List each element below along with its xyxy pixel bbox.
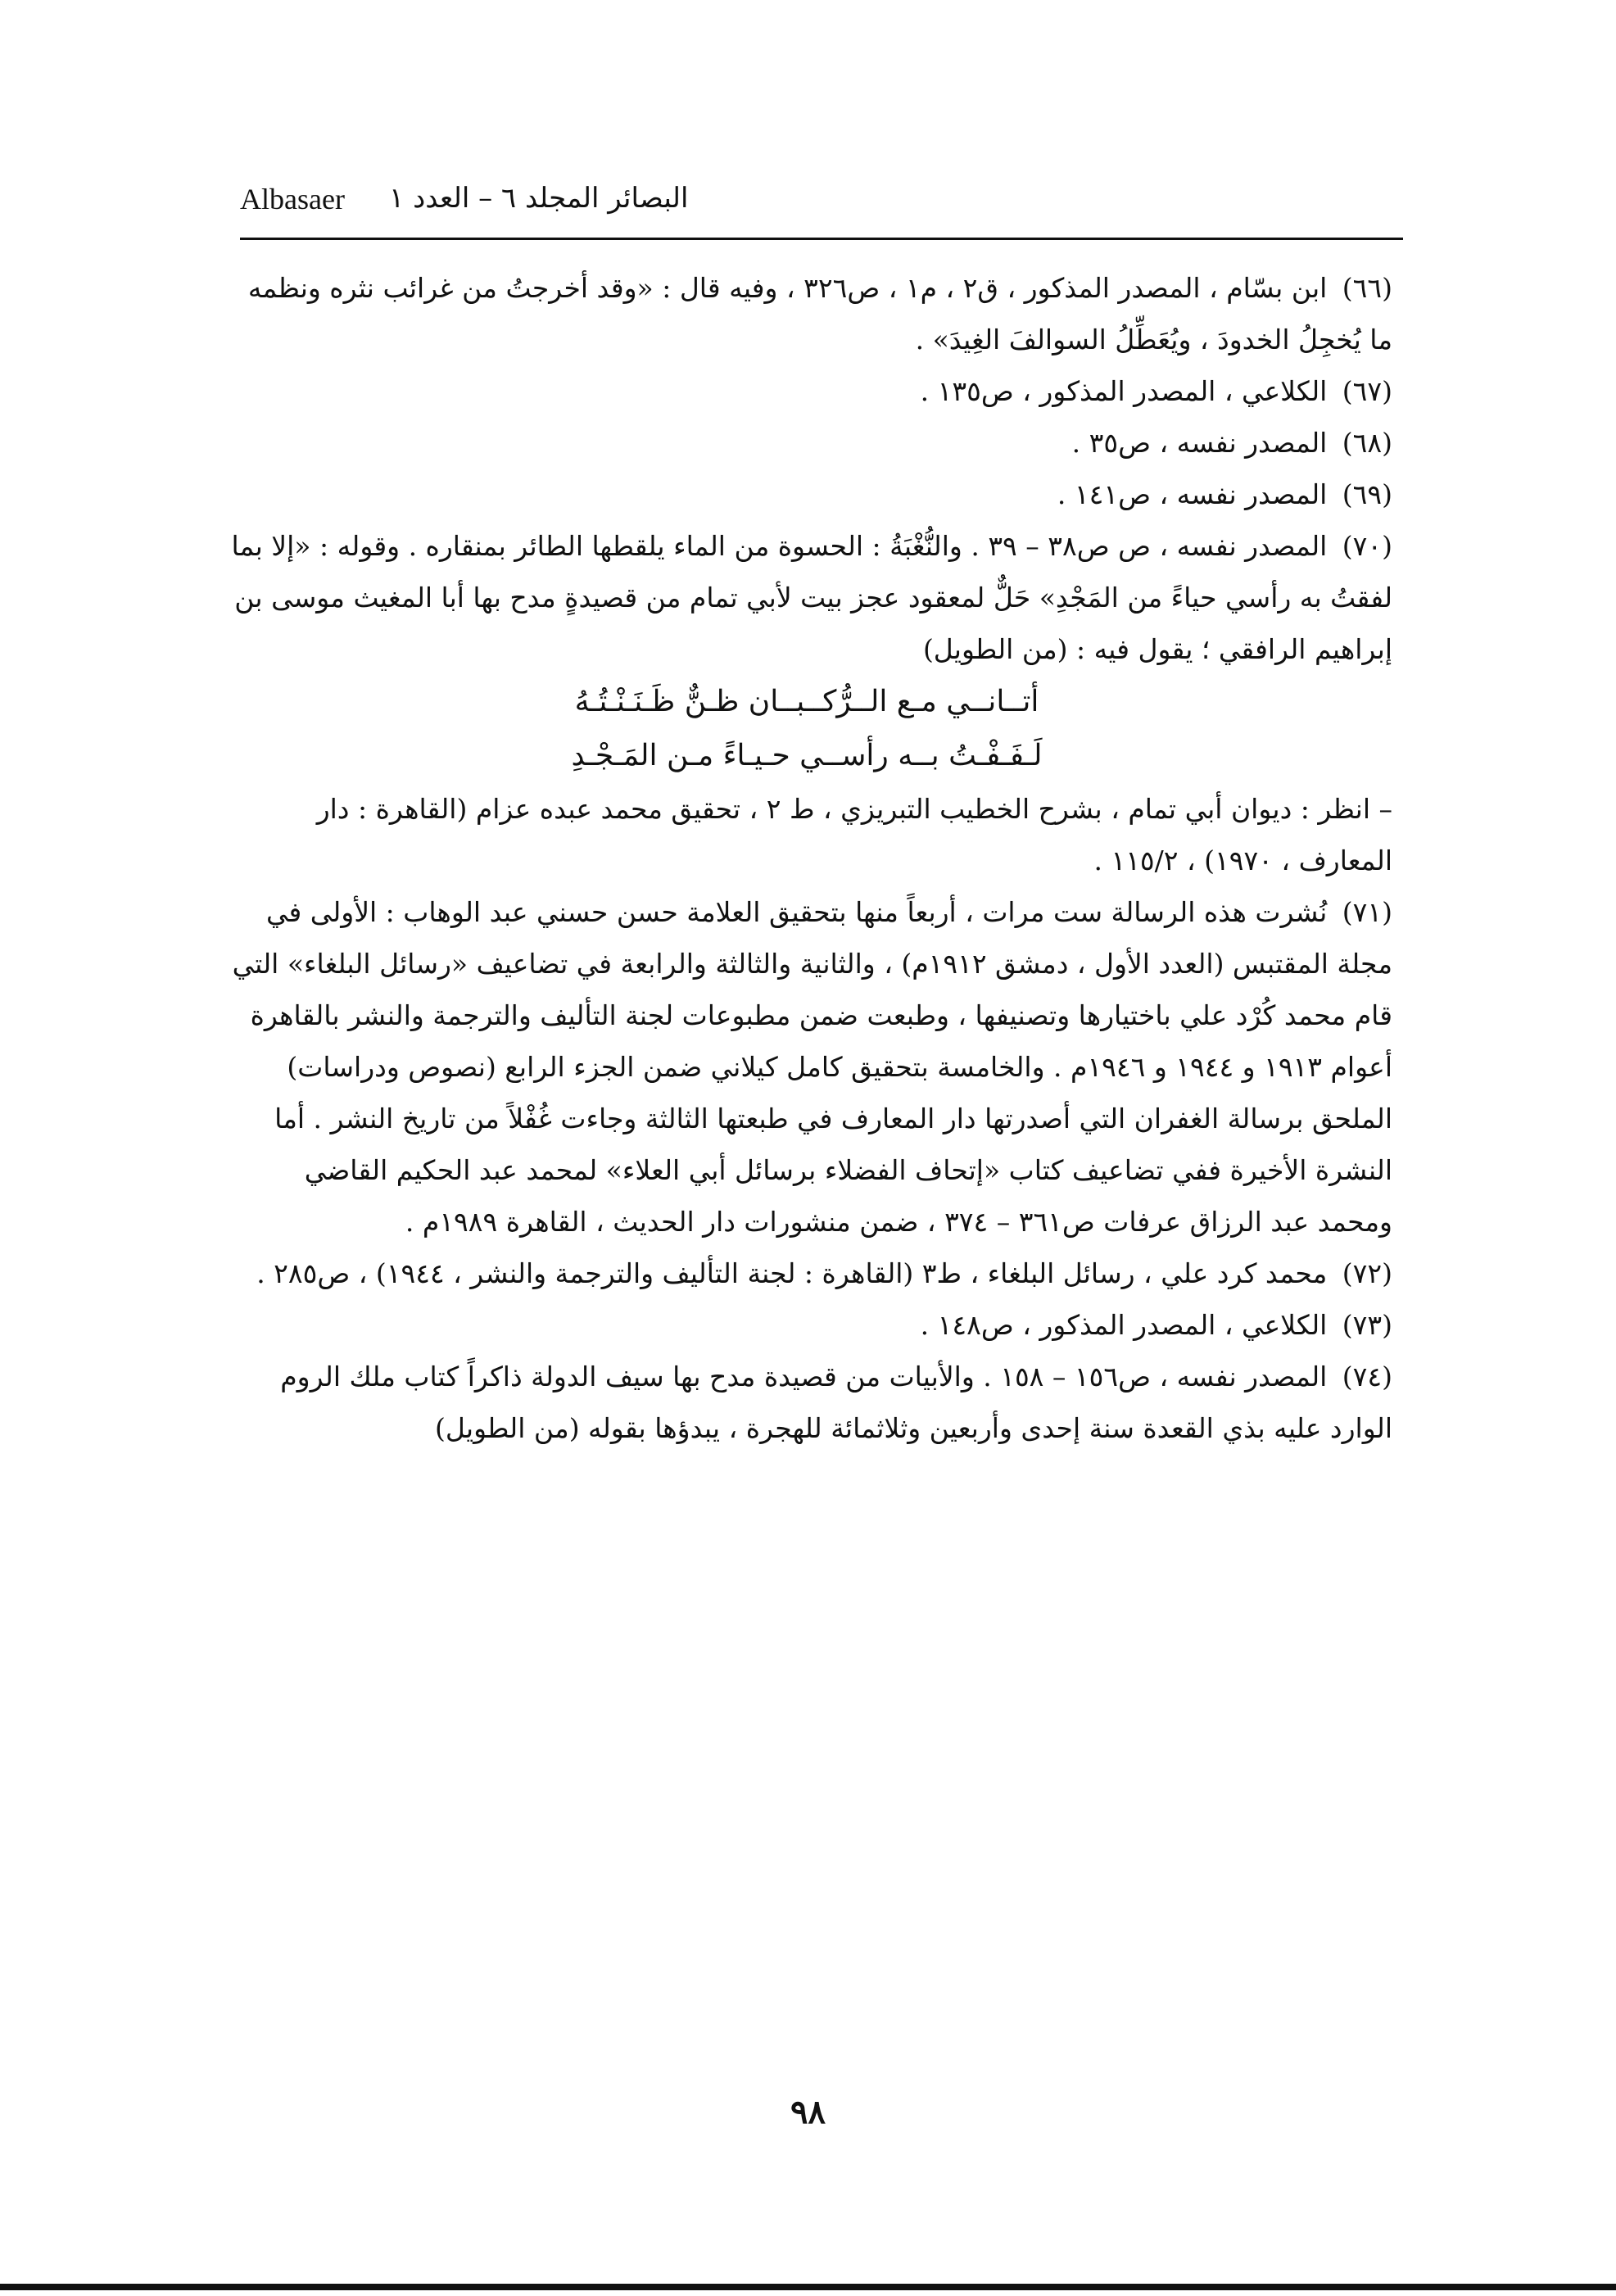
footnote-number: (٦٩) bbox=[1342, 478, 1392, 510]
page-number: ٩٨ bbox=[790, 2093, 826, 2131]
footnote-number: (٧٢) bbox=[1342, 1257, 1392, 1289]
running-header bbox=[240, 182, 1403, 221]
footnote-text: ابن بسّام ، المصدر المذكور ، ق٢ ، م١ ، ص٣٢٦ ، وفيه قال : «وقد أخرجتُ من غرائب نثره ونظمه ما يُخجِلُ الخدودَ ، ويُعَطِّلُ السوالفَ الغِيدَ» . bbox=[247, 272, 1392, 355]
journal-name-arabic: البصائر المجلد ٦ – العدد ١ bbox=[389, 182, 689, 215]
see-reference: – انظر : ديوان أبي تمام ، بشرح الخطيب التبريزي ، ط ٢ ، تحقيق محمد عبده عزام (القاهرة : دار المعارف ، ١٩٧٠) ، ١١٥/٢ . bbox=[316, 793, 1392, 876]
footnotes-body bbox=[221, 262, 1392, 1454]
footnote-70 bbox=[221, 520, 1392, 675]
footnote-72 bbox=[221, 1248, 1392, 1299]
footnote-number: (٦٦) bbox=[1342, 272, 1392, 304]
footnote-text: نُشرت هذه الرسالة ست مرات ، أربعاً منها بتحقيق العلامة حسن حسني عبد الوهاب : الأولى في مجلة المقتبس (العدد الأول ، دمشق ١٩١٢م) ، والثانية والثالثة والرابعة في تضاعيف «رسائل البلغاء» التي قام محمد كُرْد علي باختيارها وتصنيفها ، وطبعت ضمن مطبوعات لجنة التأليف والترجمة والنشر بالقاهرة أعوام ١٩١٣ و ١٩٤٤ و ١٩٤٦م . والخامسة بتحقيق كامل كيلاني ضمن الجزء الرابع (نصوص ودراسات) الملحق برسالة الغفران التي أصدرتها دار المعارف في طبعتها الثالثة وجاءت غُفْلاً من تاريخ النشر . أما النشرة الأخيرة ففي تضاعيف كتاب «إتحاف الفضلاء برسائل أبي العلاء» لمحمد عبد الحكيم القاضي ومحمد عبد الرزاق عرفات ص٣٦١ – ٣٧٤ ، ضمن منشورات دار الحديث ، القاهرة ١٩٨٩م . bbox=[232, 896, 1392, 1238]
footnote-text: الكلاعي ، المصدر المذكور ، ص١٤٨ . bbox=[920, 1309, 1328, 1341]
footnote-73 bbox=[221, 1299, 1392, 1351]
footnote-text: محمد كرد علي ، رسائل البلغاء ، ط٣ (القاهرة : لجنة التأليف والترجمة والنشر ، ١٩٤٤) ، ص٢٨٥ . bbox=[256, 1257, 1328, 1289]
header-rule bbox=[240, 238, 1403, 240]
scan-edge bbox=[0, 2284, 1616, 2290]
footnote-text: الكلاعي ، المصدر المذكور ، ص١٣٥ . bbox=[920, 375, 1328, 407]
footnote-68 bbox=[221, 417, 1392, 469]
footnote-69 bbox=[221, 469, 1392, 520]
verse-second-hemistich: لَـفَـفْـتُ بــه رأســي حـيـاءً مـن المَـجْـدِ bbox=[571, 739, 1043, 772]
footnote-number: (٧٣) bbox=[1342, 1309, 1392, 1341]
footnote-number: (٧٠) bbox=[1342, 530, 1392, 562]
footnote-71 bbox=[221, 886, 1392, 1248]
footnote-text: المصدر نفسه ، ص١٤١ . bbox=[1057, 478, 1328, 510]
footnote-text: المصدر نفسه ، ص١٥٦ – ١٥٨ . والأبيات من قصيدة مدح بها سيف الدولة ذاكراً كتاب ملك الروم الوارد عليه بذي القعدة سنة إحدى وأربعين وثلاثمائة للهجرة ، يبدؤها بقوله (من الطويل) bbox=[280, 1361, 1392, 1444]
footnote-67 bbox=[221, 365, 1392, 417]
footnote-66 bbox=[221, 262, 1392, 365]
footnote-text: المصدر نفسه ، ص ص٣٨ – ٣٩ . والنُّغْبَةُ : الحسوة من الماء يلقطها الطائر بمنقاره . وقوله : «إلا بما لفقتُ به رأسي حياءً من المَجْدِ» حَلٌّ لمعقود عجز بيت لأبي تمام من قصيدةٍ مدح بها أبا المغيث موسى بن إبراهيم الرافقي ؛ يقول فيه : (من الطويل) bbox=[231, 530, 1392, 665]
footnote-number: (٦٧) bbox=[1342, 375, 1392, 407]
footnote-74 bbox=[221, 1351, 1392, 1454]
journal-name-latin: Albasaer bbox=[240, 183, 345, 215]
footnote-number: (٦٨) bbox=[1342, 427, 1392, 459]
verse-first-hemistich: أتــانــي مـع الــرُّكــبــان ظـنٌّ ظَـنَـنْـتُـهُ bbox=[574, 685, 1039, 718]
footnote-number: (٧٤) bbox=[1342, 1361, 1392, 1393]
footnote-number: (٧١) bbox=[1342, 896, 1392, 928]
footnote-text: المصدر نفسه ، ص٣٥ . bbox=[1071, 427, 1328, 459]
poem-verse bbox=[221, 675, 1392, 783]
